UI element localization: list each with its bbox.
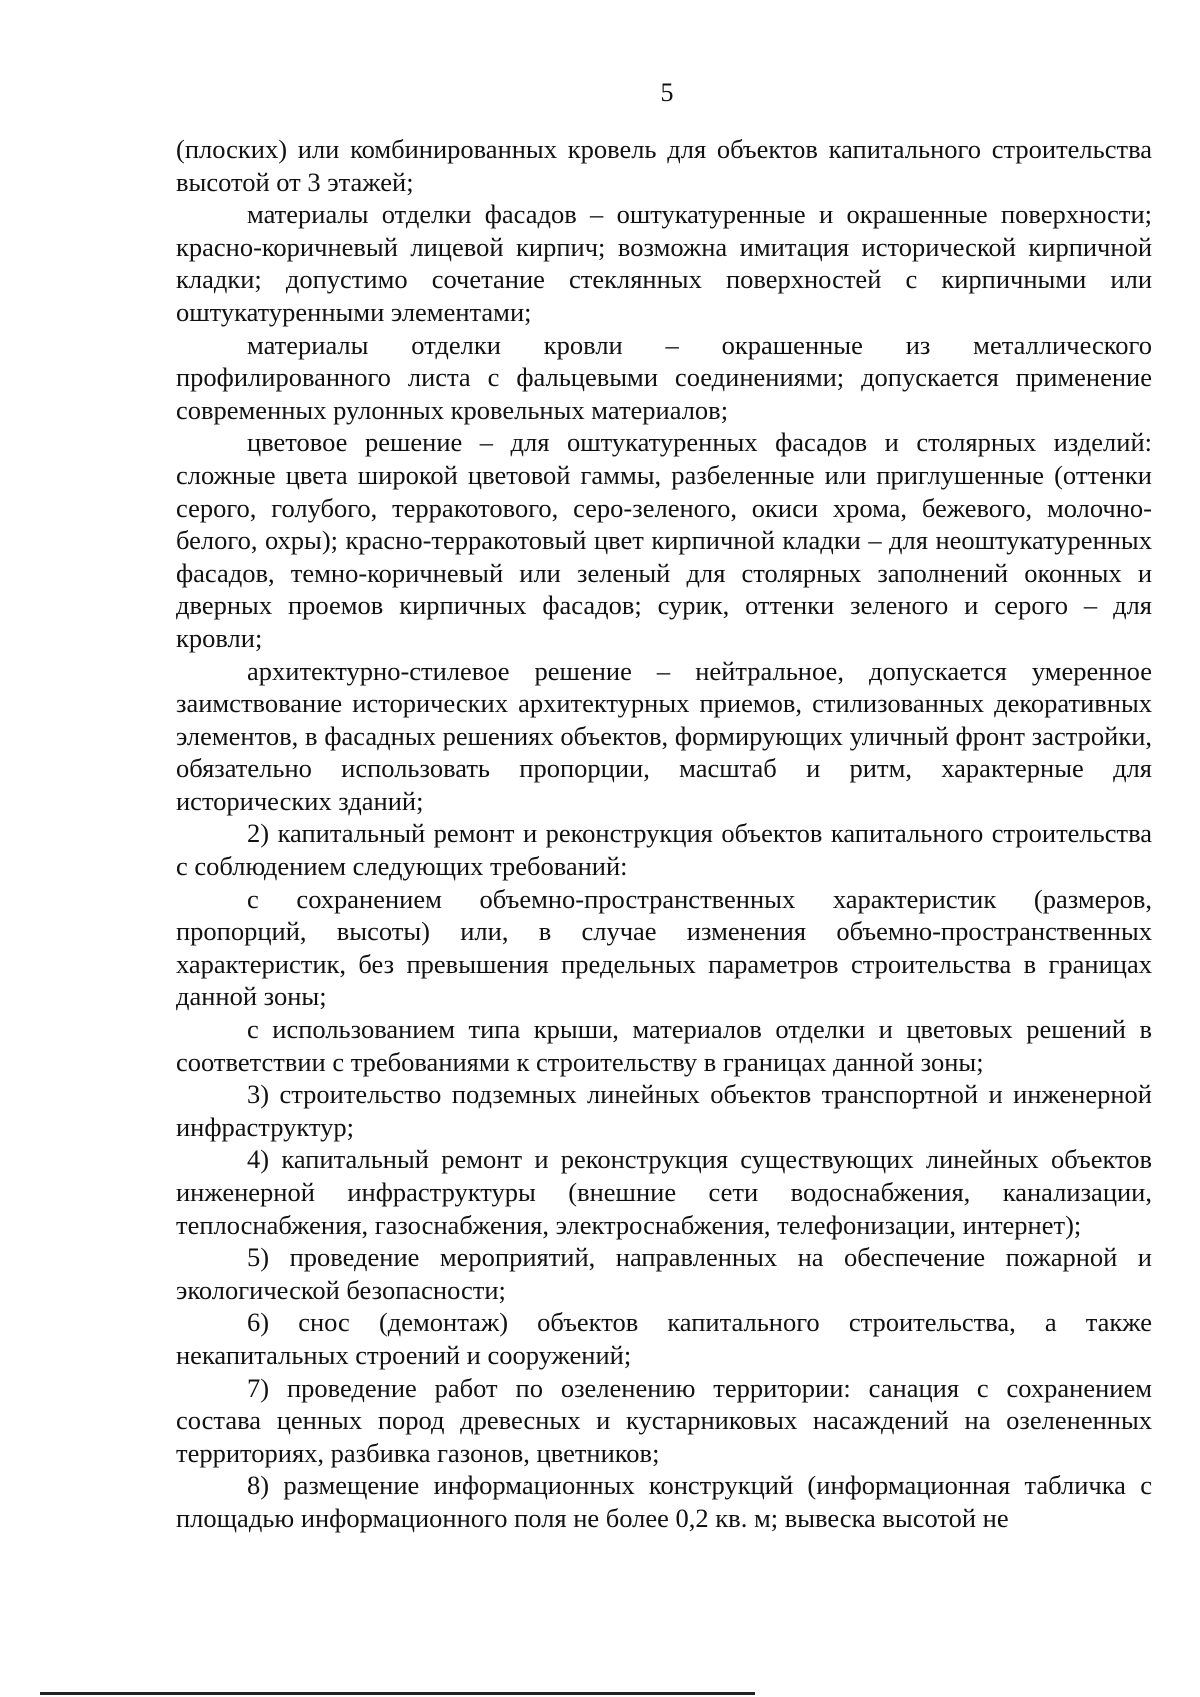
paragraph-architectural-style: архитектурно-стилевое решение – нейтральное, допускается умеренное заимствование исторических архитектурных приемов, стилизованных декоративных элементов, в фасадных решениях объектов, формирующих уличный фронт застройки, обязательно использовать пропорции, масштаб и ритм, характерные для исторических зданий;	[176, 655, 1152, 816]
paragraph-facade-materials: материалы отделки фасадов – оштукатуренные и окрашенные поверхности; красно-коричневый лицевой кирпич; возможна имитация исторической кирпичной кладки; допустимо сочетание стеклянных поверхностей с кирпичными или оштукатуренными элементами;	[176, 199, 1152, 327]
list-item-5-safety-measures: 5) проведение мероприятий, направленных на обеспечение пожарной и экологической безопасности;	[176, 1242, 1152, 1305]
list-item-8-information-structures: 8) размещение информационных конструкций (информационная табличка с площадью информационного поля не более 0,2 кв. м; вывеска высотой не	[176, 1470, 1152, 1533]
paragraph-volume-preservation: с сохранением объемно-пространственных характеристик (размеров, пропорций, высоты) или, в случае изменения объемно-пространственных характеристик, без превышения предельных параметров строительства в границах данной зоны;	[176, 883, 1152, 1012]
bottom-divider-line	[40, 1692, 755, 1695]
paragraph-roof-materials: материалы отделки кровли – окрашенные из металлического профилированного листа с фальцевыми соединениями; допускается применение современных рулонных кровельных материалов;	[176, 329, 1152, 425]
paragraph-roof-type-usage: с использованием типа крыши, материалов отделки и цветовых решений в соответствии с требованиями к строительству в границах данной зоны;	[176, 1014, 1152, 1077]
list-item-3-underground-construction: 3) строительство подземных линейных объектов транспортной и инженерной инфраструктур;	[176, 1079, 1152, 1142]
list-item-6-demolition: 6) снос (демонтаж) объектов капитального строительства, а также некапитальных строений и сооружений;	[176, 1307, 1152, 1370]
paragraph-roof-types-continuation: (плоских) или комбинированных кровель для объектов капитального строительства высотой от 3 этажей;	[176, 134, 1152, 197]
list-item-7-landscaping: 7) проведение работ по озеленению территории: санация с сохранением состава ценных пород древесных и кустарниковых насаждений на озелененных территориях, разбивка газонов, цветников;	[176, 1372, 1152, 1468]
list-item-2-renovation: 2) капитальный ремонт и реконструкция объектов капитального строительства с соблюдением следующих требований:	[176, 818, 1152, 882]
paragraph-color-scheme: цветовое решение – для оштукатуренных фасадов и столярных изделий: сложные цвета широкой цветовой гаммы, разбеленные или приглушенные (оттенки серого, голубого, терракотового, серо-зеленого, окиси хрома, бежевого, молочно-белого, охры); красно-терракотовый цвет кирпичной кладки – для неоштукатуренных фасадов, темно-коричневый или зеленый для столярных заполнений оконных и дверных проемов кирпичных фасадов; сурик, оттенки зеленого и серого – для кровли;	[176, 427, 1152, 653]
document-body	[176, 133, 1152, 1535]
list-item-4-engineering-networks: 4) капитальный ремонт и реконструкция существующих линейных объектов инженерной инфраструктуры (внешние сети водоснабжения, канализации, теплоснабжения, газоснабжения, электроснабжения, телефонизации, интернет);	[176, 1144, 1152, 1240]
page-number: 5	[660, 78, 674, 107]
